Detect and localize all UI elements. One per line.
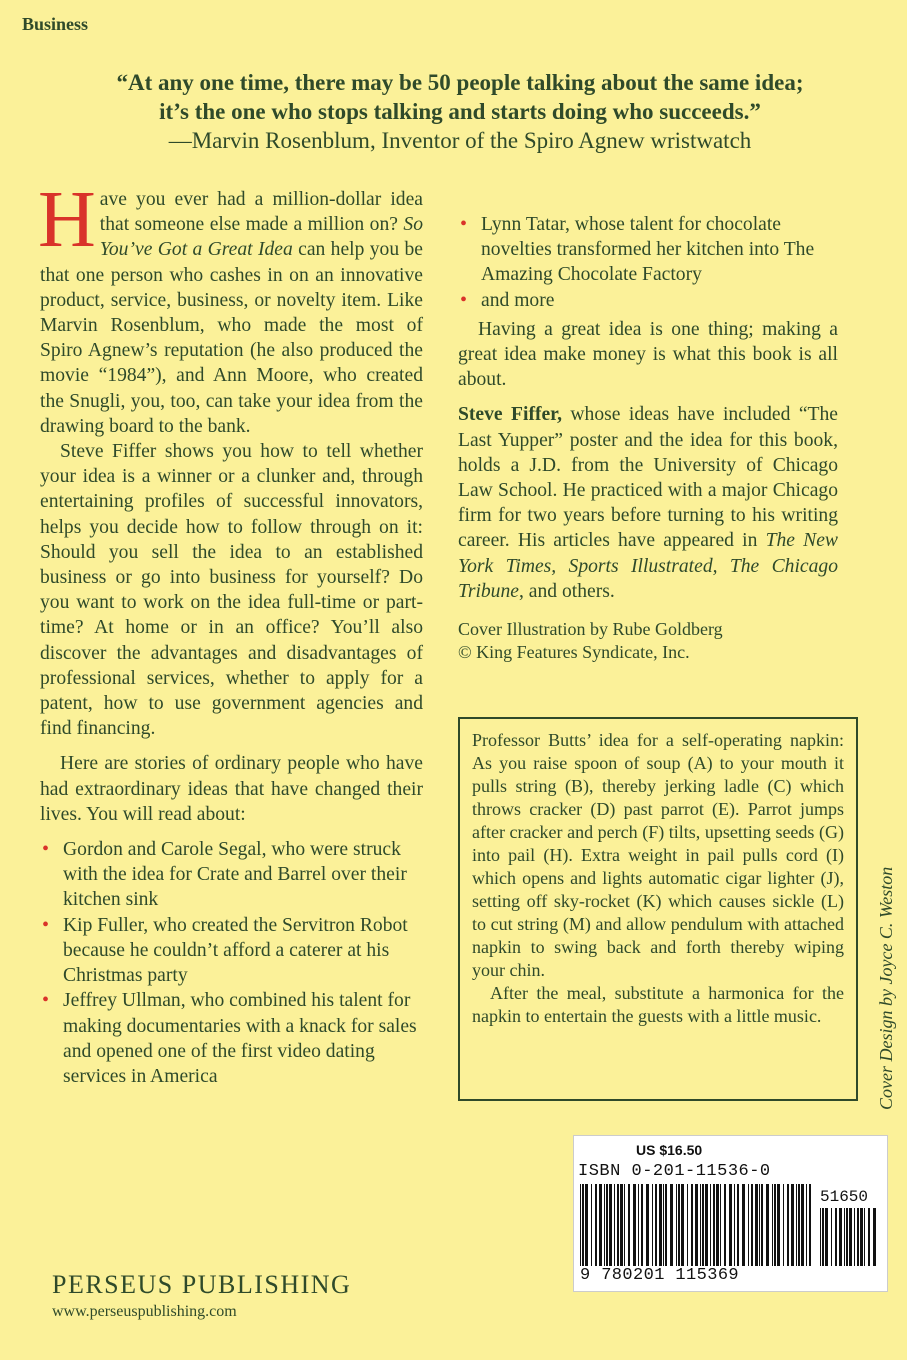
quote-line-1: “At any one time, there may be 50 people talking about the same idea;	[116, 70, 804, 95]
bullet-icon: •	[42, 913, 50, 936]
isbn-label: ISBN 0-201-11536-0	[578, 1162, 771, 1181]
list-item: • Jeffrey Ullman, who combined his talent for making documentaries with a knack for sales and opened one of the first video dating services in America	[42, 989, 417, 1087]
ean-number: 9 780201 115369	[580, 1266, 740, 1285]
price-label: US $16.50	[636, 1142, 703, 1158]
bullet-icon: •	[42, 838, 50, 861]
barcode-panel	[573, 1135, 888, 1292]
list-item: • Gordon and Carole Segal, who were struck with the idea for Crate and Barrel over their kitchen sink	[42, 838, 407, 911]
list-item: • Kip Fuller, who created the Servitron Robot because he couldn’t afford a caterer at his Christmas party	[42, 913, 408, 987]
closing-paragraph: Having a great idea is one thing; making a great idea make money is what this book is all about.	[458, 318, 838, 391]
list-item: • Lynn Tatar, whose talent for chocolate novelties transformed her kitchen into The Amazing Chocolate Factory	[460, 213, 815, 286]
publications: The New York Times, Sports Illustrated, The Chicago Tribune	[458, 530, 839, 602]
epigraph-quote	[40, 68, 880, 155]
publisher-name: PERSEUS PUBLISHING	[52, 1270, 352, 1299]
price-addon-code: 51650	[820, 1188, 869, 1206]
left-column	[38, 176, 423, 1089]
intro-paragraph-1: Have you ever had a million-dollar idea that someone else made a million on? So You’ve Got a Great Idea can help you be that one person who cashes in on an innovative product, service, business, or novelty item. Like Marvin Rosenblum, who made the most of Spiro Agnew’s reputation (he also produced the movie “1984”), and Ann Moore, who created the Snugli, you, too, can take your idea from the drawing board to the bank.	[38, 176, 423, 437]
cover-design-credit: Cover Design by Joyce C. Weston	[876, 866, 896, 1110]
addon-barcode-icon	[820, 1208, 880, 1268]
category-label: Business	[22, 14, 89, 34]
barcode-icon	[580, 1184, 812, 1266]
list-item: • and more	[458, 288, 838, 313]
bullet-icon: •	[460, 213, 468, 235]
author-bio: Steve Fiffer, whose ideas have included “The Last Yupper” poster and the idea for this book, holds a J.D. from the University of Chicago Law School. He practiced with a major Chicago firm for two years before turning to his writing career. His articles have appeared in The New York Times, Sports Illustrated, The Chicago Tribune, and others.	[458, 404, 839, 602]
intro-paragraph-3: Here are stories of ordinary people who have had extraordinary ideas that have changed their lives. You will read about:	[40, 753, 423, 825]
drop-cap: H	[38, 176, 96, 264]
publisher-website: www.perseuspublishing.com	[52, 1303, 237, 1320]
author-name: Steve Fiffer,	[458, 404, 562, 426]
bullet-icon: •	[460, 288, 468, 311]
intro-paragraph-2: Steve Fiffer shows you how to tell whether your idea is a winner or a clunker and, through entertaining profiles of successful innovators, helps you decide how to follow through on it: Should you sell the idea to an established business or go into business for yourself? Do you want to work on the idea full-time or part-time? At home or in an office? You’ll also discover the advantages and disadvantages of professional services, whether to apply for a patent, how to use government agencies and find financing.	[40, 441, 423, 740]
caption-paragraph-2: After the meal, substitute a harmonica for the napkin to entertain the guests with a little music.	[472, 983, 844, 1026]
quote-line-2: it’s the one who stops talking and starts doing who succeeds.”	[159, 99, 761, 124]
bullet-list-right	[458, 212, 838, 313]
cover-illustration-credit: Cover Illustration by Rube Goldberg © King Features Syndicate, Inc.	[458, 619, 723, 663]
rube-goldberg-caption-box	[458, 717, 858, 1101]
bullet-list-left	[40, 837, 423, 1089]
bullet-icon: •	[42, 989, 50, 1012]
quote-attribution: —Marvin Rosenblum, Inventor of the Spiro Agnew wristwatch	[168, 128, 752, 153]
right-column	[458, 212, 838, 664]
caption-paragraph-1: Professor Butts’ idea for a self-operating napkin: As you raise spoon of soup (A) to your mouth it pulls string (B), thereby jerking ladle (C) which throws cracker (D) past parrot (E). Parrot jumps after cracker and perch (F) tilts, upsetting seeds (G) into pail (H). Extra weight in pail pulls cord (I) which opens and lights automatic cigar lighter (J), setting off sky-rocket (K) which causes sickle (L) to cut string (M) and allow pendulum with attached napkin to swing back and forth thereby wiping your chin.	[472, 730, 844, 980]
book-title: So You’ve Got a Great Idea	[99, 214, 423, 261]
